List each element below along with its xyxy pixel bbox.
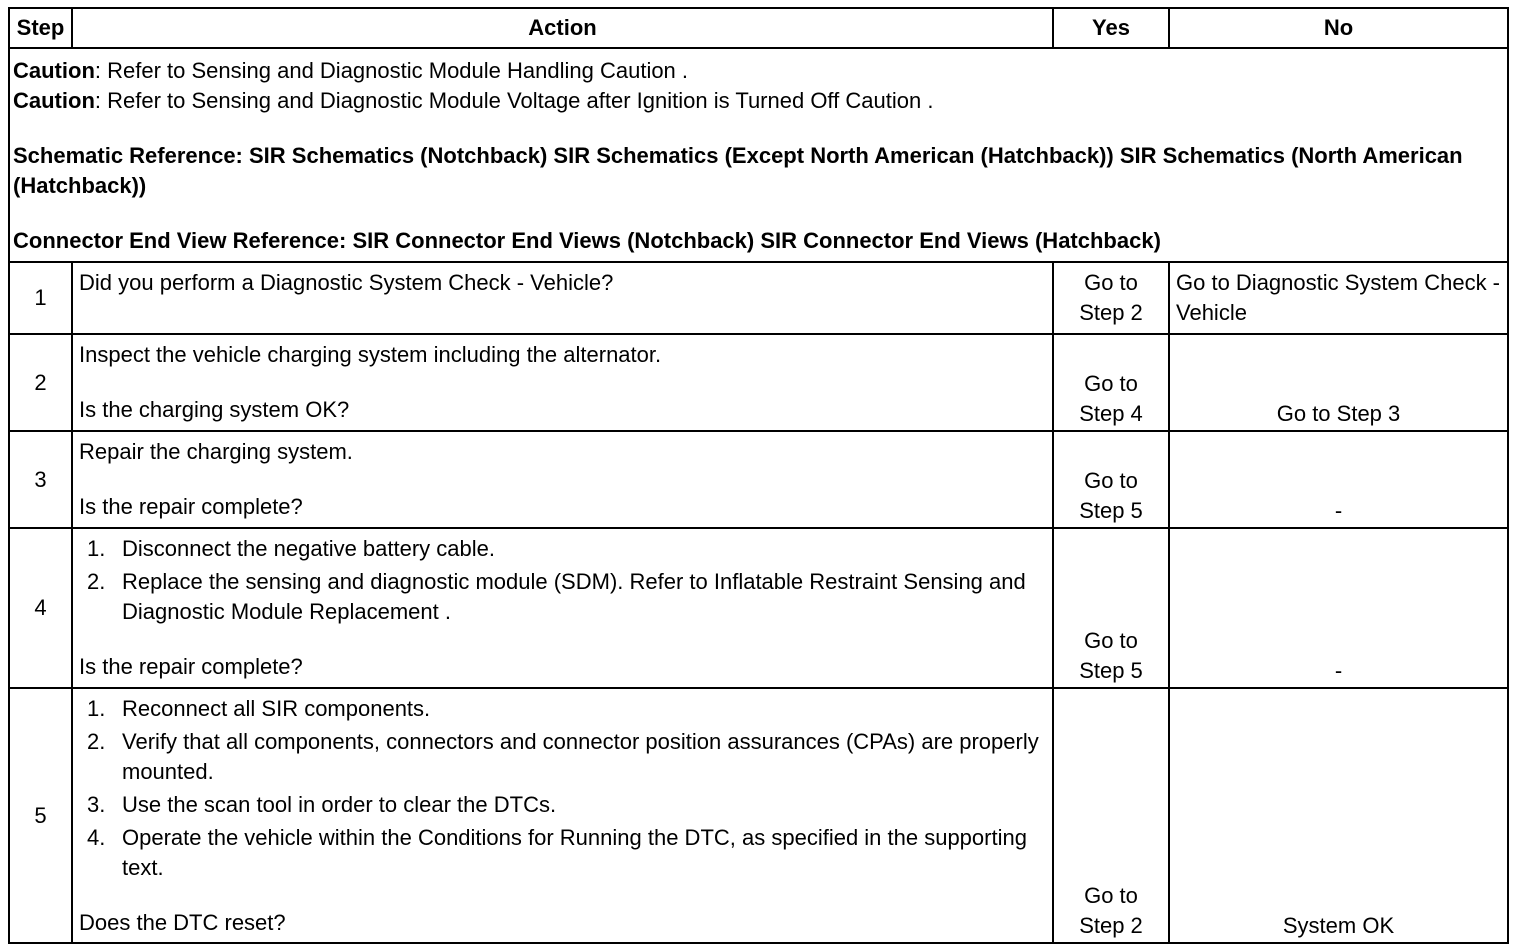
step-substeps [79, 694, 1046, 883]
step-row-2 [9, 334, 1508, 431]
step-number: 4 [9, 528, 72, 688]
no-cell: - [1169, 528, 1508, 688]
step-instruction: Inspect the vehicle charging system including the alternator. [79, 342, 662, 367]
step-instruction: Repair the charging system. [79, 439, 353, 464]
header-action: Action [72, 8, 1053, 48]
yes-step-link[interactable]: Step 5 [1079, 658, 1143, 683]
yes-cell [1053, 262, 1169, 334]
yes-cell [1053, 688, 1169, 943]
step-question: Is the repair complete? [79, 494, 303, 519]
yes-go-to: Go to [1084, 270, 1138, 295]
step-row-3 [9, 431, 1508, 528]
yes-cell [1053, 334, 1169, 431]
no-cell[interactable]: Go to Diagnostic System Check - Vehicle [1169, 262, 1508, 334]
no-cell[interactable]: Go to Step 3 [1169, 334, 1508, 431]
yes-step-link[interactable]: Step 5 [1079, 498, 1143, 523]
step-number: 5 [9, 688, 72, 943]
substep [79, 727, 1046, 787]
substep-text: Operate the vehicle within the Conditions for Running the DTC, as specified in the supporting text. [122, 825, 1027, 880]
action-cell [72, 262, 1053, 334]
caution-note-1 [13, 56, 1504, 86]
action-cell [72, 688, 1053, 943]
schematic-reference: Schematic Reference: SIR Schematics (Notchback) SIR Schematics (Except North American (Hatchback)) SIR Schematics (North American (Hatchback)) [13, 143, 1463, 198]
substep-text: Use the scan tool in order to clear the DTCs. [122, 792, 557, 817]
substep-number: 1. [87, 696, 106, 721]
action-cell [72, 334, 1053, 431]
yes-go-to: Go to [1084, 628, 1138, 653]
step-row-4 [9, 528, 1508, 688]
yes-cell [1053, 528, 1169, 688]
substep-number: 3. [87, 792, 106, 817]
substep-number: 4. [87, 825, 106, 850]
yes-step-link[interactable]: Step 2 [1079, 913, 1143, 938]
header-step: Step [9, 8, 72, 48]
substep-number: 2. [87, 729, 106, 754]
yes-go-to: Go to [1084, 883, 1138, 908]
caution-note-2 [13, 86, 1504, 116]
step-substeps [79, 534, 1046, 627]
step-number: 2 [9, 334, 72, 431]
connector-reference: Connector End View Reference: SIR Connector End Views (Notchback) SIR Connector End Views (Hatchback) [13, 228, 1161, 253]
caution-text: : Refer to Sensing and Diagnostic Module Voltage after Ignition is Turned Off Caution . [94, 88, 934, 113]
substep [79, 567, 1046, 627]
notes-row [9, 48, 1508, 262]
action-cell [72, 431, 1053, 528]
step-question: Is the repair complete? [79, 654, 303, 679]
header-row [9, 8, 1508, 48]
substep [79, 790, 1046, 820]
step-number: 3 [9, 431, 72, 528]
substep-text: Verify that all components, connectors and connector position assurances (CPAs) are properly mounted. [122, 729, 1039, 784]
yes-go-to: Go to [1084, 468, 1138, 493]
yes-step-link[interactable]: Step 2 [1079, 300, 1143, 325]
no-cell: System OK [1169, 688, 1508, 943]
step-row-5 [9, 688, 1508, 943]
yes-step-link[interactable]: Step 4 [1079, 401, 1143, 426]
caution-label: Caution [13, 88, 95, 113]
header-no: No [1169, 8, 1508, 48]
step-row-1 [9, 262, 1508, 334]
caution-text: : Refer to Sensing and Diagnostic Module Handling Caution . [94, 58, 689, 83]
substep-number: 1. [87, 536, 106, 561]
notes-cell [9, 48, 1508, 262]
header-yes: Yes [1053, 8, 1169, 48]
substep [79, 823, 1046, 883]
step-number: 1 [9, 262, 72, 334]
yes-go-to: Go to [1084, 371, 1138, 396]
caution-label: Caution [13, 58, 95, 83]
action-cell [72, 528, 1053, 688]
step-question: Did you perform a Diagnostic System Check - Vehicle? [79, 270, 614, 295]
substep [79, 534, 1046, 564]
step-question: Does the DTC reset? [79, 910, 286, 935]
step-question: Is the charging system OK? [79, 397, 350, 422]
substep-text: Reconnect all SIR components. [122, 696, 431, 721]
substep-text: Disconnect the negative battery cable. [122, 536, 496, 561]
yes-cell [1053, 431, 1169, 528]
substep-text: Replace the sensing and diagnostic module (SDM). Refer to Inflatable Restraint Sensing and Diagnostic Module Replacement . [122, 569, 1026, 624]
no-cell: - [1169, 431, 1508, 528]
substep [79, 694, 1046, 724]
substep-number: 2. [87, 569, 106, 594]
diagnostic-table [8, 7, 1509, 944]
